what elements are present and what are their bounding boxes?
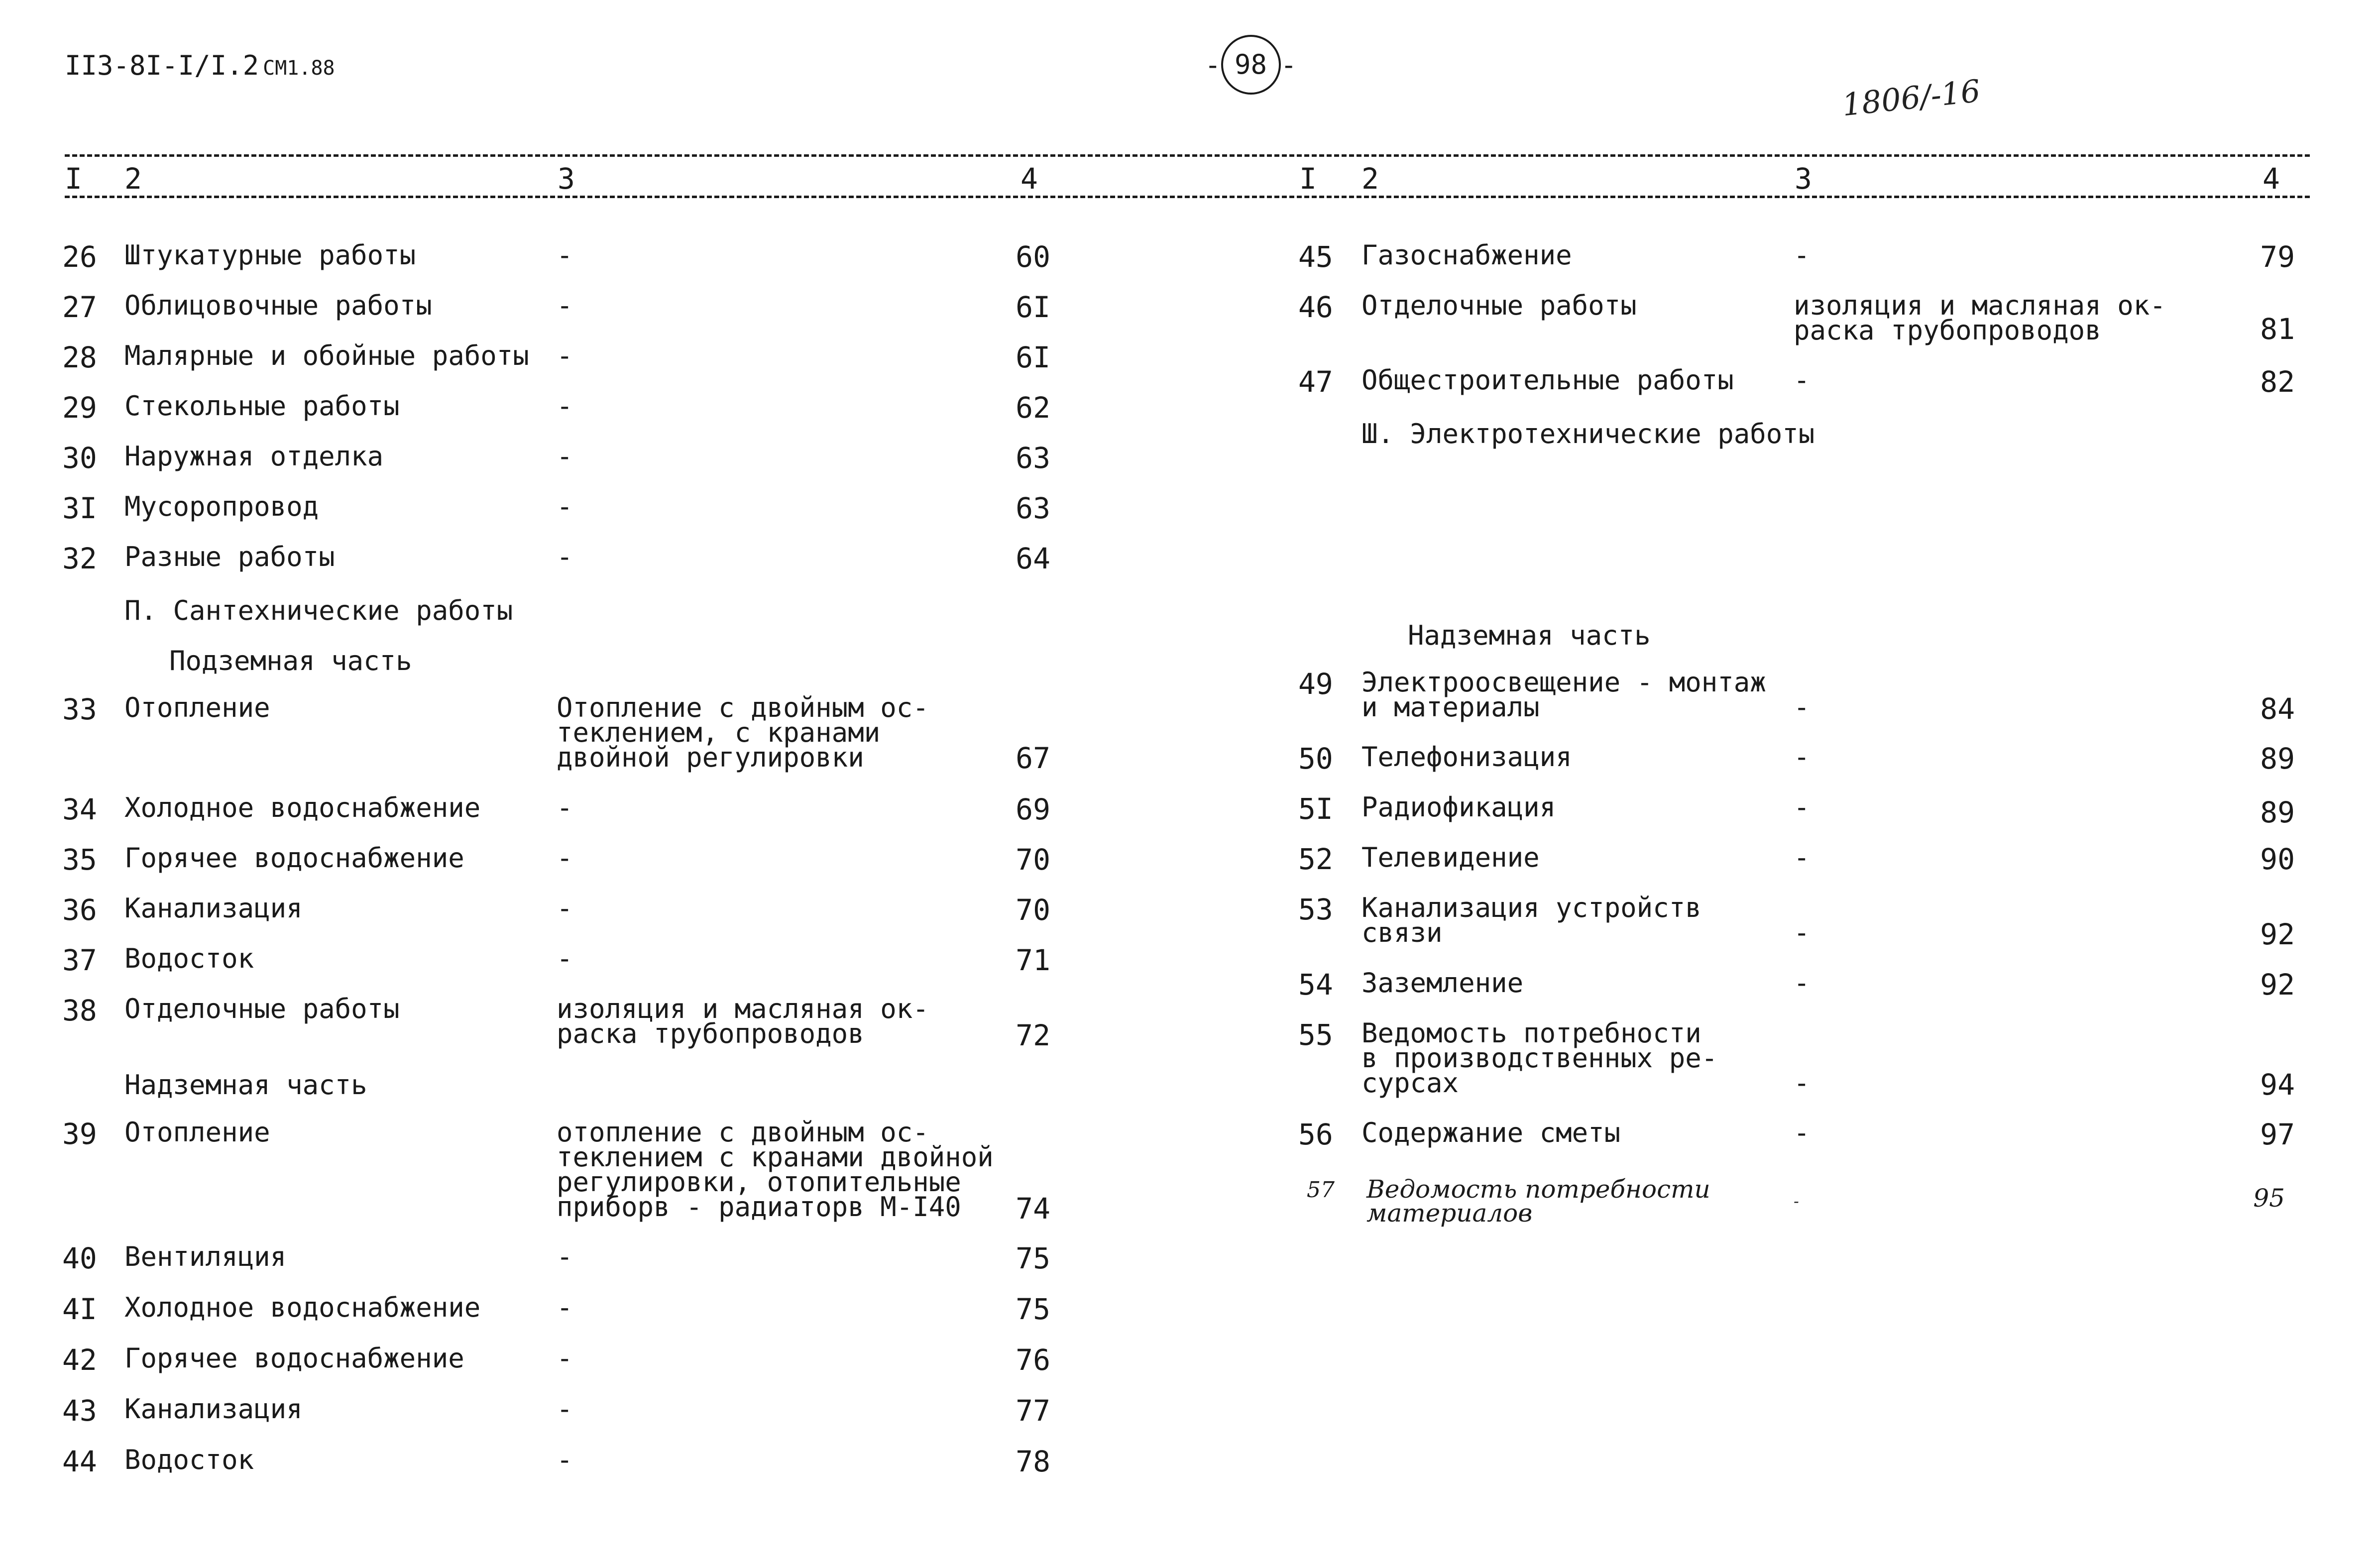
row-name: Заземление [1361, 967, 1524, 999]
row-name: Водосток [124, 1444, 254, 1475]
row-page: 71 [1016, 943, 1050, 977]
row-name: Содержание сметы [1361, 1117, 1621, 1148]
row-note: - [1794, 1067, 1810, 1099]
row-number: 35 [62, 843, 97, 877]
header-rule-bottom [65, 196, 2310, 198]
row-name: Телефонизация [1361, 741, 1572, 773]
row-number: 56 [1298, 1118, 1333, 1151]
row-number: 46 [1298, 290, 1333, 324]
row-note: - [1794, 1117, 1810, 1148]
row-page: 90 [2260, 842, 2295, 876]
row-name: Телевидение [1361, 842, 1540, 873]
row-note: изоляция и масляная ок- раска трубопроводов [557, 993, 929, 1049]
row-name: Наружная отделка [124, 441, 384, 472]
row-number: 43 [62, 1394, 97, 1428]
left-col-1-header: I [65, 162, 82, 196]
row-note: - [557, 390, 573, 422]
row-note: - [557, 1393, 573, 1425]
document-code-main: II3-8I-I/I.2 [65, 50, 259, 81]
section-subheading-aboveground: Надземная часть [1408, 620, 1651, 651]
row-note: - [1794, 967, 1810, 999]
row-name: Стекольные работы [124, 390, 400, 422]
row-page: 89 [2260, 795, 2295, 829]
row-note: - [557, 842, 573, 874]
row-name: Отопление [124, 1117, 270, 1148]
row-number: 27 [62, 290, 97, 324]
row-page: 74 [1016, 1192, 1050, 1226]
handwritten-reference: 1806/-16 [1840, 72, 1982, 123]
row-note: - [557, 491, 573, 522]
row-number: 34 [62, 792, 97, 826]
row-number: 29 [62, 391, 97, 425]
row-number: 26 [62, 240, 97, 274]
row-note: - [557, 1444, 573, 1475]
row-page: 97 [2260, 1118, 2295, 1151]
row-name: Канализация устройств связи [1361, 892, 1701, 948]
row-number: 37 [62, 943, 97, 977]
row-note: - [557, 792, 573, 823]
row-number: 52 [1298, 842, 1333, 876]
page-number: - 98 - [1205, 35, 1297, 95]
row-name: Холодное водоснабжение [124, 1292, 481, 1323]
row-number: 55 [1298, 1018, 1333, 1052]
row-number: 47 [1298, 365, 1333, 399]
document-code [65, 50, 335, 81]
row-name: Общестроительные работы [1361, 364, 1734, 396]
row-page: 95 [2253, 1184, 2285, 1213]
row-page: 69 [1016, 792, 1050, 826]
row-name: Отделочные работы [1361, 290, 1637, 321]
left-col-2-header: 2 [124, 162, 142, 196]
row-page: 75 [1016, 1292, 1050, 1326]
row-note: - [1794, 691, 1810, 723]
row-number: 39 [62, 1117, 97, 1151]
row-name: Облицовочные работы [124, 290, 432, 321]
row-name: Вентиляция [124, 1241, 287, 1272]
section-heading-plumbing: П. Сантехнические работы [124, 595, 513, 626]
row-note: Отопление с двойным ос- теклением, с кранами двойной регулировки [557, 692, 929, 773]
row-number: 57 [1307, 1177, 1335, 1203]
right-col-2-header: 2 [1361, 162, 1379, 196]
page-number-value: 98 [1221, 35, 1281, 95]
row-name: Водосток [124, 943, 254, 974]
row-note: - [557, 1342, 573, 1374]
row-note: - [1794, 239, 1810, 271]
row-note: - [1794, 1192, 1799, 1211]
row-page: 92 [2260, 968, 2295, 1002]
row-page: 84 [2260, 692, 2295, 726]
row-number: 42 [62, 1343, 97, 1377]
row-note: - [1794, 917, 1810, 948]
row-name: Отделочные работы [124, 993, 400, 1024]
row-page: 63 [1016, 491, 1050, 525]
row-number: 40 [62, 1241, 97, 1275]
row-name: Мусоропровод [124, 491, 319, 522]
row-note: изоляция и масляная ок- раска трубопроводов [1794, 290, 2166, 346]
row-note: - [1794, 364, 1810, 396]
row-page: 6I [1016, 340, 1050, 374]
row-number: 38 [62, 994, 97, 1027]
row-note: - [557, 1292, 573, 1323]
row-page: 75 [1016, 1241, 1050, 1275]
row-name: Отопление [124, 692, 270, 723]
row-note: - [557, 441, 573, 472]
section-heading-electrical: Ш. Электротехнические работы [1361, 418, 1815, 449]
row-name: Горячее водоснабжение [124, 1342, 464, 1374]
row-number: 36 [62, 893, 97, 927]
section-subheading-underground: Подземная часть [169, 645, 412, 676]
row-note: - [1794, 741, 1810, 773]
row-note: - [1794, 791, 1810, 823]
row-name: Холодное водоснабжение [124, 792, 481, 823]
row-name: Разные работы [124, 541, 335, 572]
row-number: 4I [62, 1292, 97, 1326]
row-number: 33 [62, 692, 97, 726]
row-note: отопление с двойным ос- теклением с кранами двойной регулировки, отопительные приборв - радиаторв М-I40 [557, 1117, 994, 1223]
row-page: 94 [2260, 1068, 2295, 1102]
row-number: 54 [1298, 968, 1333, 1002]
row-page: 62 [1016, 391, 1050, 425]
right-col-1-header: I [1299, 162, 1317, 196]
row-note: - [557, 239, 573, 271]
section-subheading-aboveground: Надземная часть [124, 1069, 367, 1101]
left-col-3-header: 3 [558, 162, 575, 196]
row-number: 44 [62, 1445, 97, 1478]
row-page: 78 [1016, 1445, 1050, 1478]
row-page: 70 [1016, 843, 1050, 877]
row-name: Канализация [124, 893, 303, 924]
row-number: 45 [1298, 240, 1333, 274]
row-number: 5I [1298, 792, 1333, 826]
row-page: 60 [1016, 240, 1050, 274]
row-note: - [1794, 842, 1810, 873]
row-note: - [557, 893, 573, 924]
row-page: 70 [1016, 893, 1050, 927]
row-note: - [557, 290, 573, 321]
row-note: - [557, 943, 573, 974]
row-name: Малярные и обойные работы [124, 340, 529, 371]
row-page: 81 [2260, 312, 2295, 346]
row-page: 76 [1016, 1343, 1050, 1377]
row-note: - [557, 1241, 573, 1272]
row-page: 77 [1016, 1394, 1050, 1428]
row-page: 6I [1016, 290, 1050, 324]
header-rule-top [65, 154, 2310, 157]
right-col-4-header: 4 [2263, 162, 2280, 196]
row-number: 28 [62, 340, 97, 374]
row-number: 32 [62, 542, 97, 575]
row-name: Горячее водоснабжение [124, 842, 464, 874]
row-page: 64 [1016, 542, 1050, 575]
row-note: - [557, 340, 573, 371]
row-number: 53 [1298, 893, 1333, 926]
row-name: Радиофикация [1361, 791, 1556, 823]
row-number: 3I [62, 491, 97, 525]
row-page: 92 [2260, 917, 2295, 951]
row-number: 50 [1298, 742, 1333, 776]
row-page: 63 [1016, 441, 1050, 475]
row-page: 82 [2260, 365, 2295, 399]
row-page: 79 [2260, 240, 2295, 274]
row-number: 49 [1298, 667, 1333, 701]
row-page: 72 [1016, 1018, 1050, 1052]
row-name: Штукатурные работы [124, 239, 416, 271]
row-name: Ведомость потребности в производственных ре- сурсах [1361, 1017, 1718, 1099]
row-number: 30 [62, 441, 97, 475]
left-col-4-header: 4 [1020, 162, 1038, 196]
row-name: Газоснабжение [1361, 239, 1572, 271]
document-code-suffix: СМ1.88 [263, 57, 335, 80]
row-name: Ведомость потребности материалов [1366, 1175, 1710, 1228]
row-name: Канализация [124, 1393, 303, 1425]
right-col-3-header: 3 [1795, 162, 1812, 196]
row-page: 67 [1016, 741, 1050, 775]
row-page: 89 [2260, 742, 2295, 776]
row-name: Электроосвещение - монтаж и материалы [1361, 667, 1766, 723]
row-note: - [557, 541, 573, 572]
